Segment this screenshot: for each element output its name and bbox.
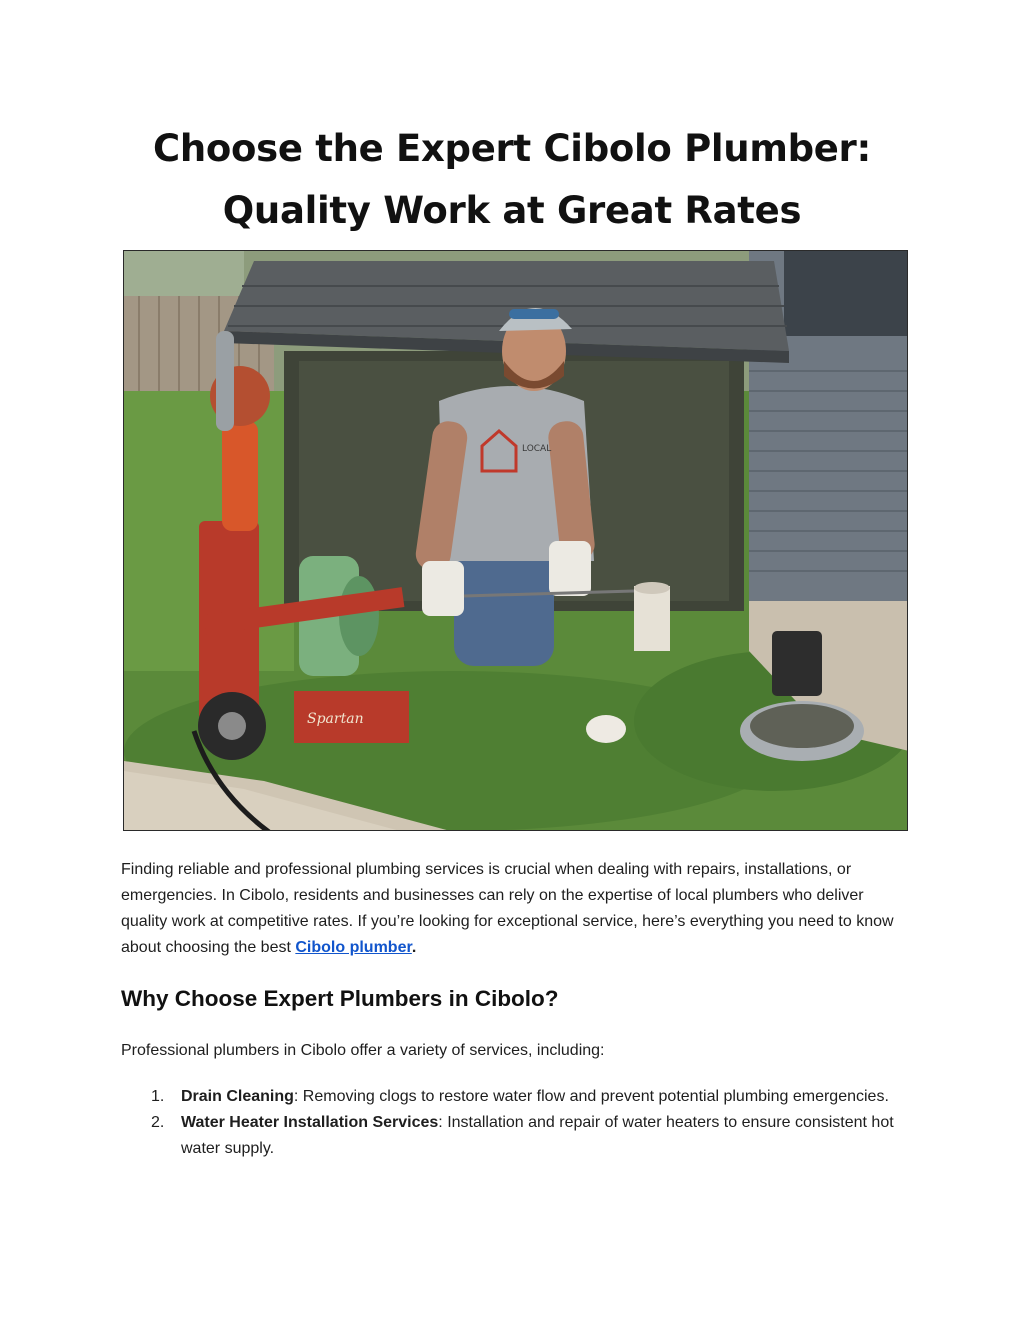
list-item [121, 1084, 911, 1110]
plumber-photo [123, 250, 908, 831]
service-name: Drain Cleaning [181, 1088, 294, 1105]
intro-text: Finding reliable and professional plumbing services is crucial when dealing with repairs, installations, or emergencies. In Cibolo, residents and businesses can rely on the expertise of local plumbers who deliver quality work at competitive rates. If you’re looking for exceptional service, here’s everything you need to know about choosing the best [121, 861, 894, 956]
intro-paragraph [121, 857, 911, 961]
list-item [121, 1110, 911, 1162]
service-description: : Removing clogs to restore water flow and prevent potential plumbing emergencies. [293, 1088, 889, 1105]
list-item-number: 2. [151, 1114, 165, 1131]
machine-brand-text: Spartan [307, 711, 364, 727]
services-list [121, 1084, 911, 1162]
section-lead: Professional plumbers in Cibolo offer a variety of services, including: [121, 1042, 605, 1059]
list-item-number: 1. [151, 1088, 165, 1105]
intro-period: . [411, 939, 417, 956]
shirt-logo-text: LOCAL [522, 444, 552, 454]
service-description: : Installation and repair of water heaters to ensure consistent hot water supply. [181, 1114, 894, 1157]
page-title: Choose the Expert Cibolo Plumber: Quality Work at Great Rates [152, 127, 871, 232]
service-name: Water Heater Installation Services [181, 1114, 439, 1131]
section-heading: Why Choose Expert Plumbers in Cibolo? [121, 986, 559, 1011]
cibolo-plumber-link[interactable]: Cibolo plumber [295, 939, 412, 956]
